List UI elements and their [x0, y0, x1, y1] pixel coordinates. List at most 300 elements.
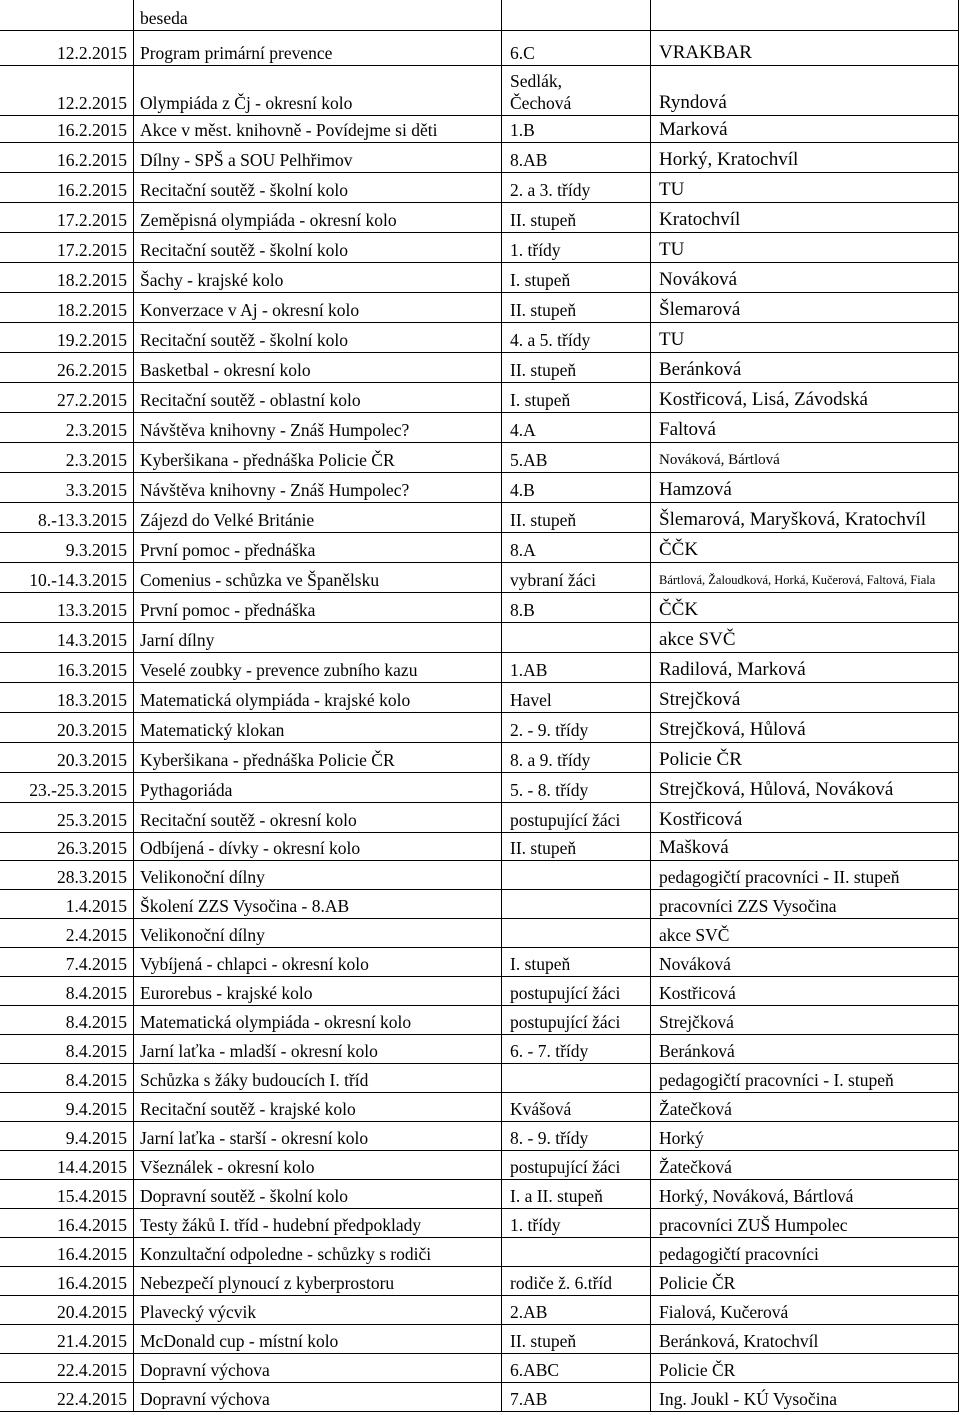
table-row — [0, 1209, 960, 1238]
responsible-cell — [650, 353, 959, 383]
class-cell-text: I. stupeň — [510, 270, 571, 290]
date-cell — [0, 1238, 133, 1267]
event-cell-text: Recitační soutěž - školní kolo — [140, 240, 349, 260]
event-cell — [133, 1267, 501, 1296]
table-row — [0, 1325, 960, 1354]
event-cell-text: Matematická olympiáda - okresní kolo — [140, 1012, 412, 1032]
responsible-cell-text: akce SVČ — [659, 629, 736, 650]
responsible-cell — [650, 233, 959, 263]
class-cell-text: 8.AB — [510, 150, 548, 170]
event-cell — [133, 353, 501, 383]
responsible-cell-text: pedagogičtí pracovníci — [659, 1244, 819, 1264]
class-cell — [501, 563, 650, 593]
responsible-cell — [650, 143, 959, 173]
responsible-cell-text: Strejčková — [659, 689, 741, 710]
class-cell-text: 1. třídy — [510, 1215, 561, 1235]
table-row — [0, 473, 960, 503]
date-cell-text: 16.4.2015 — [57, 1273, 127, 1293]
responsible-cell — [650, 1325, 959, 1354]
class-cell-text: 8. - 9. třídy — [510, 1128, 589, 1148]
date-cell — [0, 1006, 133, 1035]
date-cell-text: 15.4.2015 — [57, 1186, 127, 1206]
event-cell-text: McDonald cup - místní kolo — [140, 1331, 339, 1351]
responsible-cell-text: Nováková — [659, 954, 731, 974]
responsible-cell-text: Hamzová — [659, 479, 732, 500]
date-cell — [0, 1122, 133, 1151]
event-cell — [133, 713, 501, 743]
table-row — [0, 713, 960, 743]
table-row — [0, 1354, 960, 1383]
class-cell — [501, 383, 650, 413]
responsible-cell-text: Beránková — [659, 359, 742, 380]
responsible-cell — [650, 1064, 959, 1093]
class-cell — [501, 1238, 650, 1267]
table-row — [0, 890, 960, 919]
date-cell-text: 2.3.2015 — [65, 420, 127, 440]
responsible-cell — [650, 293, 959, 323]
responsible-cell-text: Horký, Kratochvíl — [659, 149, 799, 170]
table-row — [0, 1006, 960, 1035]
event-cell — [133, 977, 501, 1006]
class-cell-text: 6.ABC — [510, 1360, 560, 1380]
date-cell — [0, 593, 133, 623]
date-cell — [0, 803, 133, 833]
date-cell — [0, 1325, 133, 1354]
class-cell — [501, 683, 650, 713]
date-cell-text: 1.4.2015 — [65, 896, 127, 916]
date-cell — [0, 503, 133, 533]
responsible-cell-text: akce SVČ — [659, 925, 730, 945]
table-row — [0, 413, 960, 443]
event-cell — [133, 413, 501, 443]
event-cell — [133, 533, 501, 563]
date-cell-text: 22.4.2015 — [57, 1360, 127, 1380]
class-cell-text: rodiče ž. 6.tříd — [510, 1273, 613, 1293]
class-cell-text: II. stupeň — [510, 360, 577, 380]
event-cell — [133, 66, 501, 116]
date-cell — [0, 533, 133, 563]
responsible-cell-text: pedagogičtí pracovníci - II. stupeň — [659, 867, 900, 887]
class-cell — [501, 473, 650, 503]
table-row — [0, 66, 960, 116]
responsible-cell-text: Radilová, Marková — [659, 659, 806, 680]
class-cell — [501, 1267, 650, 1296]
date-cell — [0, 948, 133, 977]
class-cell-text: 6.C — [510, 43, 535, 63]
class-cell-text: I. stupeň — [510, 954, 571, 974]
date-cell — [0, 1267, 133, 1296]
table-row — [0, 323, 960, 353]
event-cell — [133, 861, 501, 890]
class-cell — [501, 533, 650, 563]
responsible-cell — [650, 1238, 959, 1267]
responsible-cell — [650, 1354, 959, 1383]
date-cell — [0, 1296, 133, 1325]
class-cell-text: 4. a 5. třídy — [510, 330, 591, 350]
table-row — [0, 683, 960, 713]
responsible-cell-text: Horký — [659, 1128, 704, 1148]
event-cell-text: Návštěva knihovny - Znáš Humpolec? — [140, 480, 410, 500]
responsible-cell — [650, 1383, 959, 1412]
responsible-cell — [650, 803, 959, 833]
date-cell — [0, 173, 133, 203]
event-cell-text: Zájezd do Velké Británie — [140, 510, 315, 530]
event-cell — [133, 1325, 501, 1354]
responsible-cell-text: Žatečková — [659, 1099, 732, 1119]
table-row — [0, 203, 960, 233]
table-row — [0, 1064, 960, 1093]
responsible-cell — [650, 1006, 959, 1035]
date-cell-text: 20.3.2015 — [57, 720, 127, 740]
event-cell-text: Program primární prevence — [140, 43, 333, 63]
responsible-cell — [650, 563, 959, 593]
responsible-cell — [650, 413, 959, 443]
responsible-cell — [650, 323, 959, 353]
responsible-cell — [650, 683, 959, 713]
responsible-cell — [650, 833, 959, 861]
date-cell-text: 23.-25.3.2015 — [29, 780, 127, 800]
date-cell-text: 8.4.2015 — [65, 983, 127, 1003]
event-cell-text: Školení ZZS Vysočina - 8.AB — [140, 896, 350, 916]
responsible-cell-text: Nováková, Bártlová — [659, 452, 780, 468]
responsible-cell-text: Strejčková — [659, 1012, 734, 1032]
class-cell — [501, 1209, 650, 1238]
table-row — [0, 0, 960, 31]
date-cell — [0, 31, 133, 66]
class-cell-text: 4.A — [510, 420, 536, 440]
table-row — [0, 861, 960, 890]
date-cell-text: 8.4.2015 — [65, 1012, 127, 1032]
responsible-cell-text: Fialová, Kučerová — [659, 1302, 789, 1322]
date-cell — [0, 1209, 133, 1238]
date-cell — [0, 1383, 133, 1412]
event-cell-text: Recitační soutěž - školní kolo — [140, 330, 349, 350]
date-cell-text: 2.3.2015 — [65, 450, 127, 470]
responsible-cell-text: Kostřicová — [659, 809, 743, 830]
class-cell-text: postupující žáci — [510, 1157, 621, 1177]
event-cell — [133, 31, 501, 66]
table-row — [0, 1383, 960, 1412]
event-cell — [133, 203, 501, 233]
class-cell — [501, 593, 650, 623]
table-row — [0, 563, 960, 593]
event-cell — [133, 833, 501, 861]
class-cell-text: II. stupeň — [510, 510, 577, 530]
event-cell — [133, 443, 501, 473]
table-row — [0, 263, 960, 293]
event-cell-text: Eurorebus - krajské kolo — [140, 983, 313, 1003]
event-cell-text: Kyberšikana - přednáška Policie ČR — [140, 750, 395, 770]
date-cell-text: 16.2.2015 — [57, 180, 127, 200]
date-cell — [0, 473, 133, 503]
event-cell — [133, 1035, 501, 1064]
event-cell-text: Konzultační odpoledne - schůzky s rodiči — [140, 1244, 432, 1264]
responsible-cell-text: Horký, Nováková, Bártlová — [659, 1186, 854, 1206]
table-row — [0, 743, 960, 773]
event-cell — [133, 1180, 501, 1209]
date-cell — [0, 383, 133, 413]
date-cell-text: 10.-14.3.2015 — [29, 570, 127, 590]
date-cell-text: 26.3.2015 — [57, 838, 127, 858]
responsible-cell — [650, 443, 959, 473]
class-cell — [501, 1093, 650, 1122]
class-cell — [501, 1180, 650, 1209]
event-cell-text: Dílny - SPŠ a SOU Pelhřimov — [140, 150, 353, 170]
date-cell-text: 16.2.2015 — [57, 120, 127, 140]
table-row — [0, 1035, 960, 1064]
date-cell — [0, 1151, 133, 1180]
event-cell-text: Basketbal - okresní kolo — [140, 360, 311, 380]
responsible-cell — [650, 713, 959, 743]
table-row — [0, 31, 960, 66]
responsible-cell — [650, 743, 959, 773]
event-cell — [133, 1354, 501, 1383]
class-cell — [501, 1383, 650, 1412]
class-cell — [501, 323, 650, 353]
responsible-cell-text: TU — [659, 329, 685, 350]
date-cell — [0, 683, 133, 713]
date-cell — [0, 713, 133, 743]
table-row — [0, 833, 960, 861]
responsible-cell — [650, 473, 959, 503]
date-cell — [0, 1093, 133, 1122]
event-cell — [133, 323, 501, 353]
event-cell-text: Dopravní soutěž - školní kolo — [140, 1186, 349, 1206]
class-cell — [501, 948, 650, 977]
date-cell — [0, 919, 133, 948]
event-cell — [133, 919, 501, 948]
class-cell-text: 2.AB — [510, 1302, 548, 1322]
date-cell-text: 16.4.2015 — [57, 1215, 127, 1235]
class-cell-text: postupující žáci — [510, 1012, 621, 1032]
class-cell — [501, 890, 650, 919]
event-cell-text: Návštěva knihovny - Znáš Humpolec? — [140, 420, 410, 440]
event-cell — [133, 948, 501, 977]
class-cell — [501, 803, 650, 833]
responsible-cell-text: Policie ČR — [659, 1360, 736, 1380]
responsible-cell-text: Policie ČR — [659, 1273, 736, 1293]
event-cell — [133, 803, 501, 833]
responsible-cell — [650, 1296, 959, 1325]
class-cell — [501, 977, 650, 1006]
event-cell-text: První pomoc - přednáška — [140, 540, 316, 560]
date-cell — [0, 413, 133, 443]
event-cell-text: beseda — [140, 8, 188, 28]
responsible-cell — [650, 1122, 959, 1151]
responsible-cell — [650, 263, 959, 293]
class-cell-text: Kvášová — [510, 1099, 572, 1119]
event-cell-text: Pythagoriáda — [140, 780, 233, 800]
responsible-cell-text: ČČK — [659, 599, 699, 620]
responsible-cell — [650, 623, 959, 653]
event-cell-text: Zeměpisná olympiáda - okresní kolo — [140, 210, 397, 230]
responsible-cell — [650, 861, 959, 890]
class-cell-text: 5.AB — [510, 450, 548, 470]
date-cell-text: 17.2.2015 — [57, 240, 127, 260]
responsible-cell — [650, 593, 959, 623]
event-cell — [133, 563, 501, 593]
class-cell — [501, 1006, 650, 1035]
event-cell — [133, 743, 501, 773]
responsible-cell — [650, 116, 959, 143]
event-cell-text: Odbíjená - dívky - okresní kolo — [140, 838, 361, 858]
class-cell-text: Havel — [510, 690, 552, 710]
event-cell-text: Jarní dílny — [140, 630, 215, 650]
event-cell — [133, 623, 501, 653]
class-cell — [501, 413, 650, 443]
class-cell — [501, 1325, 650, 1354]
date-cell-text: 9.3.2015 — [65, 540, 127, 560]
table-row — [0, 293, 960, 323]
responsible-cell-text: Strejčková, Hůlová, Nováková — [659, 779, 894, 800]
responsible-cell — [650, 203, 959, 233]
responsible-cell-text: ČČK — [659, 539, 699, 560]
table-row — [0, 233, 960, 263]
table-row — [0, 443, 960, 473]
event-cell — [133, 1296, 501, 1325]
responsible-cell — [650, 31, 959, 66]
responsible-cell-text: Bártlová, Žaloudková, Horká, Kučerová, Faltová, Fiala — [659, 573, 936, 587]
class-cell — [501, 353, 650, 383]
responsible-cell-text: Žatečková — [659, 1157, 732, 1177]
date-cell — [0, 890, 133, 919]
event-cell-text: Recitační soutěž - školní kolo — [140, 180, 349, 200]
responsible-cell-text: Faltová — [659, 419, 716, 440]
date-cell — [0, 143, 133, 173]
class-cell-text: 1. třídy — [510, 240, 561, 260]
table-row — [0, 1093, 960, 1122]
event-cell — [133, 1093, 501, 1122]
responsible-cell-text: Strejčková, Hůlová — [659, 719, 806, 740]
event-cell-text: Konverzace v Aj - okresní kolo — [140, 300, 360, 320]
class-cell-text: 2. - 9. třídy — [510, 720, 589, 740]
date-cell-text: 18.2.2015 — [57, 270, 127, 290]
date-cell — [0, 743, 133, 773]
class-cell — [501, 653, 650, 683]
event-cell-text: Schůzka s žáky budoucích I. tříd — [140, 1070, 369, 1090]
responsible-cell-text: Ing. Joukl - KÚ Vysočina — [659, 1389, 838, 1409]
class-cell — [501, 31, 650, 66]
date-cell — [0, 203, 133, 233]
table-row — [0, 1151, 960, 1180]
event-cell-text: Veselé zoubky - prevence zubního kazu — [140, 660, 418, 680]
class-cell-text: 5. - 8. třídy — [510, 780, 589, 800]
date-cell-text: 14.4.2015 — [57, 1157, 127, 1177]
date-cell — [0, 623, 133, 653]
event-cell — [133, 293, 501, 323]
responsible-cell-text: pedagogičtí pracovníci - I. stupeň — [659, 1070, 894, 1090]
event-cell — [133, 593, 501, 623]
event-cell-text: Recitační soutěž - oblastní kolo — [140, 390, 361, 410]
table-row — [0, 919, 960, 948]
date-cell — [0, 653, 133, 683]
table-row — [0, 143, 960, 173]
responsible-cell-text: pracovníci ZZS Vysočina — [659, 896, 837, 916]
class-cell — [501, 773, 650, 803]
responsible-cell — [650, 383, 959, 413]
event-cell-text: Matematický klokan — [140, 720, 285, 740]
class-cell — [501, 919, 650, 948]
date-cell — [0, 233, 133, 263]
class-cell — [501, 173, 650, 203]
table-row — [0, 383, 960, 413]
date-cell — [0, 1354, 133, 1383]
class-cell-text: 8. a 9. třídy — [510, 750, 591, 770]
date-cell — [0, 861, 133, 890]
date-cell-text: 26.2.2015 — [57, 360, 127, 380]
table-row — [0, 773, 960, 803]
responsible-cell-text: TU — [659, 239, 685, 260]
class-cell — [501, 233, 650, 263]
date-cell-text: 22.4.2015 — [57, 1389, 127, 1409]
event-cell-text: Velikonoční dílny — [140, 925, 265, 945]
date-cell — [0, 66, 133, 116]
class-cell — [501, 116, 650, 143]
event-cell-text: Plavecký výcvik — [140, 1302, 257, 1322]
date-cell-text: 18.2.2015 — [57, 300, 127, 320]
responsible-cell — [650, 773, 959, 803]
event-cell — [133, 890, 501, 919]
responsible-cell-text: Ryndová — [659, 92, 727, 113]
table-row — [0, 593, 960, 623]
event-cell-text: Kyberšikana - přednáška Policie ČR — [140, 450, 395, 470]
event-cell — [133, 773, 501, 803]
responsible-cell — [650, 1209, 959, 1238]
event-cell — [133, 0, 501, 31]
table-row — [0, 503, 960, 533]
date-cell-text: 14.3.2015 — [57, 630, 127, 650]
responsible-cell — [650, 919, 959, 948]
responsible-cell-text: TU — [659, 179, 685, 200]
date-cell-text: 7.4.2015 — [65, 954, 127, 974]
table-row — [0, 533, 960, 563]
date-cell-text: 8.4.2015 — [65, 1070, 127, 1090]
responsible-cell — [650, 1267, 959, 1296]
date-cell-text: 21.4.2015 — [57, 1331, 127, 1351]
event-cell — [133, 653, 501, 683]
class-cell — [501, 1151, 650, 1180]
date-cell-text: 12.2.2015 — [57, 93, 127, 113]
responsible-cell — [650, 948, 959, 977]
class-cell-text: I. stupeň — [510, 390, 571, 410]
responsible-cell-text: Kostřicová — [659, 983, 736, 1003]
responsible-cell — [650, 890, 959, 919]
event-cell — [133, 473, 501, 503]
responsible-cell-text: pracovníci ZUŠ Humpolec — [659, 1215, 848, 1235]
class-cell — [501, 1122, 650, 1151]
event-cell-text: Jarní laťka - mladší - okresní kolo — [140, 1041, 378, 1061]
date-cell — [0, 443, 133, 473]
table-row — [0, 1122, 960, 1151]
date-cell-text: 2.4.2015 — [65, 925, 127, 945]
event-cell — [133, 1383, 501, 1412]
responsible-cell-text: Šlemarová, Maryšková, Kratochvíl — [659, 509, 926, 530]
class-cell-text: Sedlák, Čechová — [510, 71, 572, 113]
event-cell-text: Matematická olympiáda - krajské kolo — [140, 690, 411, 710]
event-cell — [133, 143, 501, 173]
date-cell — [0, 293, 133, 323]
date-cell-text: 3.3.2015 — [65, 480, 127, 500]
responsible-cell — [650, 653, 959, 683]
date-cell — [0, 833, 133, 861]
class-cell-text: 4.B — [510, 480, 535, 500]
responsible-cell-text: Kratochvíl — [659, 209, 741, 230]
event-cell — [133, 1006, 501, 1035]
event-cell-text: Šachy - krajské kolo — [140, 270, 284, 290]
class-cell — [501, 623, 650, 653]
date-cell — [0, 263, 133, 293]
class-cell-text: 8.A — [510, 540, 536, 560]
